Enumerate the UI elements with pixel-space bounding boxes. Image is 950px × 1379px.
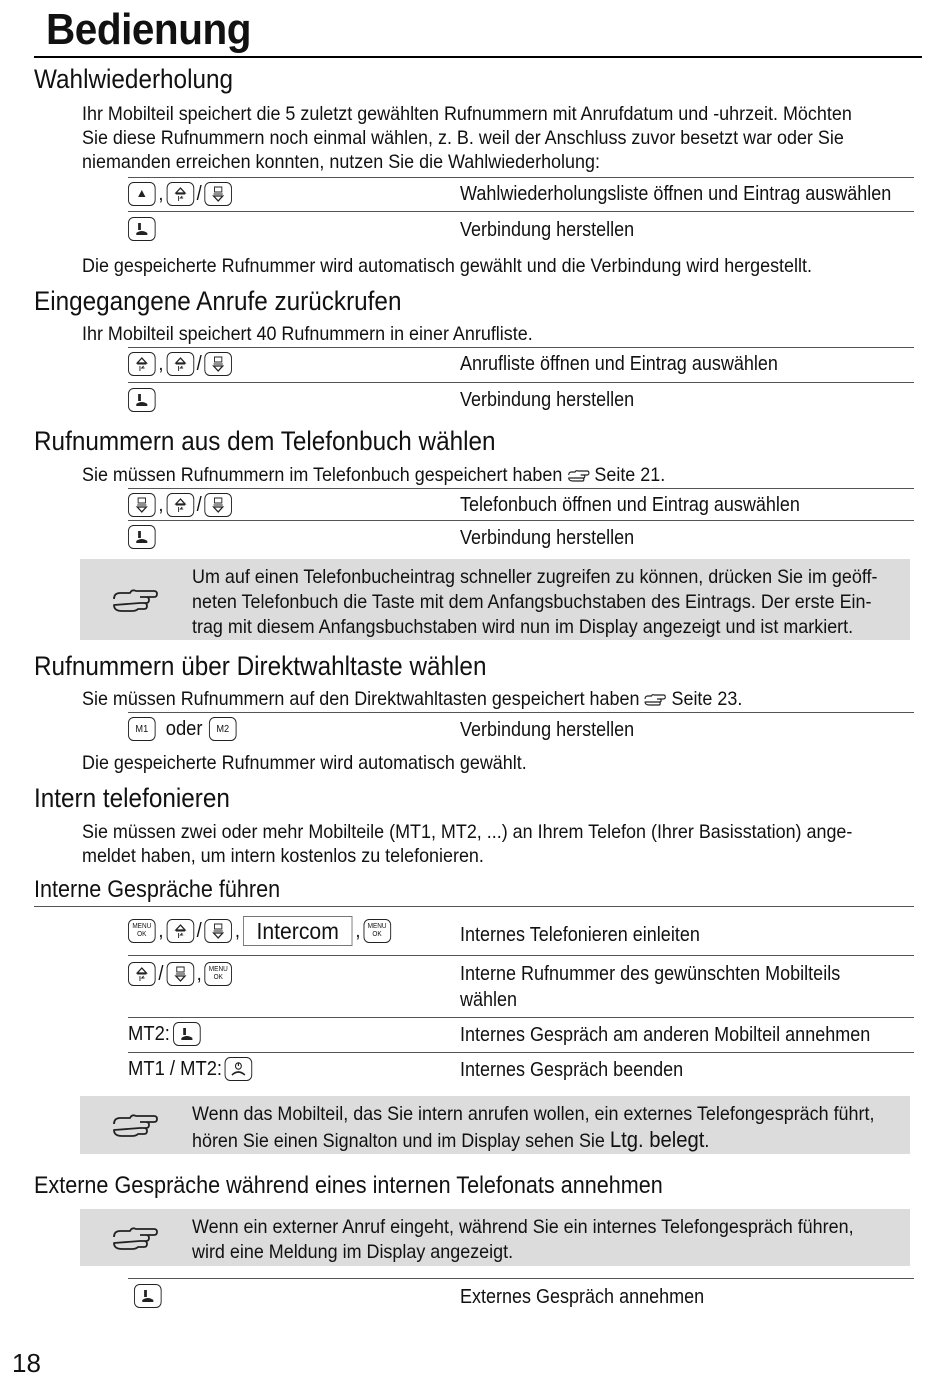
external-calls-note bbox=[80, 1209, 910, 1266]
note-line: Wenn das Mobilteil, das Sie intern anrufen wollen, ein externes Telefongespräch führt, bbox=[192, 1103, 875, 1125]
direct-intro bbox=[82, 687, 847, 711]
up-key-icon bbox=[128, 352, 156, 376]
internal-calls-heading: Interne Gespräche führen bbox=[34, 876, 281, 903]
talk-key-icon bbox=[134, 1284, 162, 1308]
menu-ok-key-icon bbox=[128, 919, 156, 943]
callback-step1: Anrufliste öffnen und Eintrag auswählen bbox=[460, 353, 778, 375]
table-rule bbox=[128, 1017, 914, 1018]
step2-line: wählen bbox=[460, 989, 518, 1011]
table-rule bbox=[128, 712, 914, 713]
talk-key-icon bbox=[128, 525, 156, 549]
menu-label: MENU bbox=[208, 966, 228, 973]
menu-key-text bbox=[368, 923, 387, 939]
menu-key-text bbox=[209, 966, 228, 982]
menu-ok-key-icon bbox=[363, 919, 391, 943]
note-line2-prefix: hören Sie einen Signalton und im Display sehen Sie bbox=[192, 1130, 605, 1152]
down-key-icon bbox=[166, 962, 194, 986]
internal-calls-step1: Internes Telefonieren einleiten bbox=[460, 924, 700, 946]
redial-intro-line: niemanden erreichen konnten, nutzen Sie die Wahlwiederholung: bbox=[82, 151, 600, 173]
internal-heading: Intern telefonieren bbox=[34, 783, 230, 813]
phonebook-step1: Telefonbuch öffnen und Eintrag auswählen bbox=[460, 494, 800, 516]
table-rule bbox=[128, 1278, 914, 1279]
end-key-icon bbox=[225, 1057, 253, 1081]
internal-calls-step2 bbox=[460, 961, 840, 1013]
note-line: Wenn ein externer Anruf eingeht, während Sie ein internes Telefongespräch führen, bbox=[192, 1216, 854, 1238]
direct-outro: Die gespeicherte Rufnummer wird automatisch gewählt. bbox=[82, 752, 527, 774]
external-calls-heading: Externe Gespräche während eines internen Telefonats annehmen bbox=[34, 1172, 663, 1199]
table-rule bbox=[128, 177, 914, 178]
phonebook-keys: , / bbox=[128, 493, 232, 517]
up-key-icon bbox=[128, 962, 156, 986]
up-key-icon bbox=[166, 493, 194, 517]
direct-intro-text: Sie müssen Rufnummern auf den Direktwahltasten gespeichert haben bbox=[82, 688, 640, 710]
page-number: 18 bbox=[12, 1348, 41, 1378]
callback-intro: Ihr Mobilteil speichert 40 Rufnummern in einer Anrufliste. bbox=[82, 323, 533, 345]
direct-heading: Rufnummern über Direktwahltaste wählen bbox=[34, 651, 487, 681]
callback-keys: , / bbox=[128, 352, 232, 376]
up-key-icon bbox=[166, 352, 194, 376]
down-key-icon bbox=[128, 493, 156, 517]
redial-key-icon bbox=[128, 182, 156, 206]
title-rule bbox=[34, 56, 922, 58]
down-key-icon bbox=[204, 493, 232, 517]
redial-intro-line: Ihr Mobilteil speichert die 5 zuletzt gewählten Rufnummern mit Anrufdatum und -uhrzeit. Möchten bbox=[82, 103, 852, 125]
redial-talk-keys bbox=[128, 217, 156, 241]
redial-outro: Die gespeicherte Rufnummer wird automatisch gewählt und die Verbindung wird hergestellt. bbox=[82, 255, 812, 277]
up-key-icon bbox=[166, 182, 194, 206]
down-key-icon bbox=[204, 352, 232, 376]
internal-intro bbox=[82, 820, 853, 868]
internal-calls-keys3 bbox=[128, 1022, 200, 1046]
phonebook-page-ref[interactable]: Seite 21. bbox=[594, 464, 666, 486]
display-text-ltg-belegt: Ltg. belegt bbox=[609, 1127, 705, 1152]
m2-key: M2 bbox=[209, 717, 237, 741]
note-line bbox=[192, 1127, 843, 1154]
down-key-icon bbox=[204, 919, 232, 943]
note-line2-suffix: . bbox=[704, 1130, 710, 1152]
internal-intro-line: Sie müssen zwei oder mehr Mobilteile (MT1, MT2, ...) an Ihrem Telefon (Ihrer Basisstation) ange- bbox=[82, 821, 853, 843]
redial-step1: Wahlwiederholungsliste öffnen und Eintrag auswählen bbox=[460, 183, 892, 205]
redial-heading: Wahlwiederholung bbox=[34, 64, 234, 94]
mt2-label: MT2: bbox=[128, 1022, 170, 1045]
menu-ok-key-icon bbox=[204, 962, 232, 986]
table-rule bbox=[128, 382, 914, 383]
talk-key-icon bbox=[128, 217, 156, 241]
note-line: wird eine Meldung im Display angezeigt. bbox=[192, 1241, 514, 1263]
ok-label: OK bbox=[213, 974, 223, 981]
table-rule bbox=[128, 347, 914, 348]
external-calls-keys bbox=[134, 1284, 162, 1308]
direct-step1: Verbindung herstellen bbox=[460, 719, 635, 741]
m1-key: M1 bbox=[128, 717, 156, 741]
table-rule bbox=[128, 488, 914, 489]
pointing-hand-icon bbox=[567, 469, 589, 483]
ok-label: OK bbox=[372, 931, 382, 938]
direct-keys bbox=[128, 717, 237, 741]
external-calls-step1: Externes Gespräch annehmen bbox=[460, 1286, 705, 1308]
phonebook-intro-text: Sie müssen Rufnummern im Telefonbuch gespeichert haben bbox=[82, 464, 563, 486]
table-rule bbox=[128, 1052, 914, 1053]
ok-label: OK bbox=[137, 931, 147, 938]
internal-calls-note bbox=[80, 1096, 910, 1154]
callback-heading: Eingegangene Anrufe zurückrufen bbox=[34, 286, 402, 316]
step2-line: Interne Rufnummer des gewünschten Mobilteils bbox=[460, 963, 841, 985]
pointing-hand-icon bbox=[110, 1110, 160, 1140]
callback-talk-keys bbox=[128, 388, 156, 412]
table-rule bbox=[128, 955, 914, 956]
pointing-hand-icon bbox=[110, 585, 160, 615]
mt1-mt2-label: MT1 / MT2: bbox=[128, 1057, 223, 1080]
redial-intro-line: Sie diese Rufnummern noch einmal wählen, z. B. weil der Anschluss zuvor besetzt war oder Sie bbox=[82, 127, 844, 149]
menu-label: MENU bbox=[367, 923, 387, 930]
pointing-hand-icon bbox=[644, 693, 666, 707]
phonebook-step2: Verbindung herstellen bbox=[460, 527, 635, 549]
talk-key-icon bbox=[128, 388, 156, 412]
internal-calls-keys: MENU OK , / , Intercom , MENU OK bbox=[128, 916, 391, 946]
internal-calls-step4: Internes Gespräch beenden bbox=[460, 1059, 684, 1081]
note-line: Um auf einen Telefonbucheintrag schneller zugreifen zu können, drücken Sie im geöff- bbox=[192, 566, 878, 588]
phonebook-note bbox=[80, 559, 910, 640]
page-title: Bedienung bbox=[46, 5, 252, 54]
menu-label: MENU bbox=[132, 923, 152, 930]
callback-step2: Verbindung herstellen bbox=[460, 389, 635, 411]
note-line: neten Telefonbuch die Taste mit dem Anfangsbuchstaben des Eintrags. Der erste Ein- bbox=[192, 591, 872, 613]
phonebook-talk-keys bbox=[128, 525, 156, 549]
phonebook-intro bbox=[82, 463, 847, 487]
table-rule bbox=[128, 520, 914, 521]
table-rule bbox=[34, 906, 914, 907]
talk-key-icon bbox=[173, 1022, 201, 1046]
note-line: trag mit diesem Anfangsbuchstaben wird nun im Display angezeigt und ist markiert. bbox=[192, 616, 854, 638]
internal-intro-line: meldet haben, um intern kostenlos zu telefonieren. bbox=[82, 845, 484, 867]
down-key-icon bbox=[204, 182, 232, 206]
menu-key-text bbox=[132, 923, 151, 939]
direct-page-ref[interactable]: Seite 23. bbox=[671, 688, 743, 710]
table-rule bbox=[128, 211, 914, 212]
direct-or: oder bbox=[165, 717, 203, 740]
redial-intro bbox=[82, 102, 852, 174]
up-key-icon bbox=[166, 919, 194, 943]
internal-calls-keys2: / , MENU OK bbox=[128, 962, 232, 986]
redial-keys: , / bbox=[128, 182, 232, 206]
internal-calls-step3: Internes Gespräch am anderen Mobilteil annehmen bbox=[460, 1024, 871, 1046]
internal-calls-keys4 bbox=[128, 1057, 252, 1081]
intercom-display-key: Intercom bbox=[243, 916, 353, 946]
phonebook-heading: Rufnummern aus dem Telefonbuch wählen bbox=[34, 426, 496, 456]
redial-step2: Verbindung herstellen bbox=[460, 219, 635, 241]
pointing-hand-icon bbox=[110, 1223, 160, 1253]
